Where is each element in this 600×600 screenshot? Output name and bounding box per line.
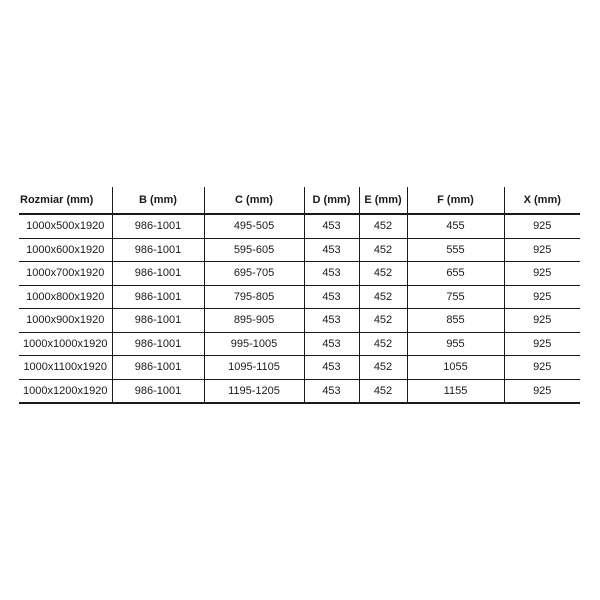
cell-size: 1000x500x1920 (19, 214, 112, 238)
cell-x: 925 (504, 356, 580, 380)
cell-d: 453 (304, 356, 359, 380)
cell-c: 495-505 (204, 214, 304, 238)
cell-c: 995-1005 (204, 332, 304, 356)
dimensions-table (19, 187, 580, 404)
cell-c: 1095-1105 (204, 356, 304, 380)
cell-e: 452 (359, 379, 407, 403)
cell-b: 986-1001 (112, 238, 204, 262)
table-row (19, 309, 580, 333)
cell-d: 453 (304, 285, 359, 309)
column-header-b: B (mm) (112, 187, 204, 214)
table-row (19, 379, 580, 403)
cell-d: 453 (304, 214, 359, 238)
table-row (19, 285, 580, 309)
cell-x: 925 (504, 262, 580, 286)
cell-c: 595-605 (204, 238, 304, 262)
cell-f: 755 (407, 285, 504, 309)
column-header-d: D (mm) (304, 187, 359, 214)
cell-e: 452 (359, 285, 407, 309)
column-header-size: Rozmiar (mm) (19, 187, 112, 214)
cell-d: 453 (304, 379, 359, 403)
cell-size: 1000x700x1920 (19, 262, 112, 286)
cell-size: 1000x1200x1920 (19, 379, 112, 403)
cell-size: 1000x1100x1920 (19, 356, 112, 380)
cell-d: 453 (304, 262, 359, 286)
cell-c: 1195-1205 (204, 379, 304, 403)
cell-e: 452 (359, 238, 407, 262)
cell-e: 452 (359, 356, 407, 380)
cell-d: 453 (304, 332, 359, 356)
table-row (19, 332, 580, 356)
cell-b: 986-1001 (112, 285, 204, 309)
cell-d: 453 (304, 238, 359, 262)
cell-c: 895-905 (204, 309, 304, 333)
cell-x: 925 (504, 332, 580, 356)
cell-b: 986-1001 (112, 332, 204, 356)
cell-f: 555 (407, 238, 504, 262)
column-header-x: X (mm) (504, 187, 580, 214)
cell-f: 455 (407, 214, 504, 238)
cell-e: 452 (359, 262, 407, 286)
cell-f: 1155 (407, 379, 504, 403)
table-row (19, 214, 580, 238)
cell-size: 1000x600x1920 (19, 238, 112, 262)
header-row (19, 187, 580, 214)
cell-e: 452 (359, 309, 407, 333)
cell-x: 925 (504, 238, 580, 262)
dimensions-table-container (19, 187, 580, 404)
cell-size: 1000x1000x1920 (19, 332, 112, 356)
cell-b: 986-1001 (112, 356, 204, 380)
cell-e: 452 (359, 332, 407, 356)
cell-x: 925 (504, 379, 580, 403)
cell-b: 986-1001 (112, 379, 204, 403)
column-header-e: E (mm) (359, 187, 407, 214)
column-header-f: F (mm) (407, 187, 504, 214)
cell-e: 452 (359, 214, 407, 238)
table-row (19, 356, 580, 380)
cell-f: 955 (407, 332, 504, 356)
cell-f: 855 (407, 309, 504, 333)
cell-b: 986-1001 (112, 309, 204, 333)
cell-size: 1000x900x1920 (19, 309, 112, 333)
cell-x: 925 (504, 285, 580, 309)
cell-f: 1055 (407, 356, 504, 380)
cell-b: 986-1001 (112, 262, 204, 286)
cell-c: 695-705 (204, 262, 304, 286)
table-row (19, 262, 580, 286)
cell-x: 925 (504, 214, 580, 238)
cell-size: 1000x800x1920 (19, 285, 112, 309)
cell-c: 795-805 (204, 285, 304, 309)
cell-f: 655 (407, 262, 504, 286)
column-header-c: C (mm) (204, 187, 304, 214)
cell-d: 453 (304, 309, 359, 333)
cell-b: 986-1001 (112, 214, 204, 238)
cell-x: 925 (504, 309, 580, 333)
table-row (19, 238, 580, 262)
